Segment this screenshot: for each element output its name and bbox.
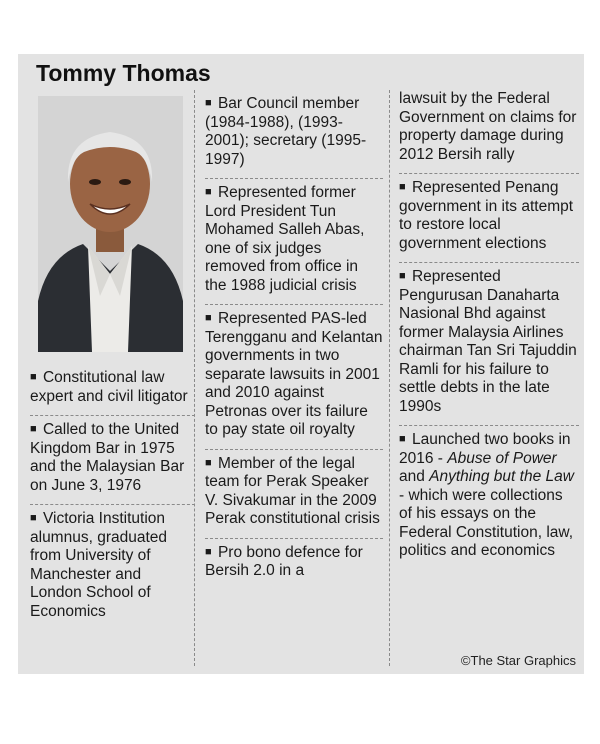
fact-item: ■ Victoria Institution alumnus, graduated from University of Manchester and London School of Economics: [30, 510, 168, 620]
column-1: [30, 364, 195, 630]
fact-item: ■ Represented Penang government in its attempt to restore local government elections: [399, 174, 579, 263]
bullet-icon: ■: [205, 545, 212, 558]
column-divider: [389, 90, 390, 666]
bullet-icon: ■: [399, 433, 406, 445]
bullet-icon: ■: [205, 186, 212, 198]
bullet-icon: ■: [30, 371, 37, 383]
fact-item-continued: lawsuit by the Federal Government on claims for property damage during 2012 Bersih rally: [399, 90, 579, 174]
column-3: [399, 90, 579, 570]
book-title: Abuse of Power: [447, 449, 557, 467]
bullet-icon: ■: [205, 97, 212, 109]
bullet-icon: ■: [399, 181, 406, 193]
fact-item: ■ Member of the legal team for Perak Speaker V. Sivakumar in the 2009 Perak constitutional crisis: [205, 450, 383, 539]
graphics-credit: ©The Star Graphics: [460, 653, 576, 668]
fact-item: ■ Constitutional law expert and civil litigator: [30, 364, 195, 416]
fact-item: ■ Launched two books in 2016 - Abuse of Power and Anything but the Law - which were collections of his essays on the Federal Constitution, law, politics and economics: [399, 431, 574, 559]
portrait-photo: [38, 96, 183, 352]
book-title: Anything but the Law: [429, 468, 574, 485]
bullet-icon: ■: [399, 270, 406, 282]
fact-item: ■ Called to the United Kingdom Bar in 1975 and the Malaysian Bar on June 3, 1976: [30, 416, 195, 505]
infobox: [18, 54, 584, 674]
fact-item: ■ Bar Council member (1984-1988), (1993-2001); secretary (1995-1997): [205, 90, 383, 179]
fact-item: ■ Pro bono defence for Bersih 2.0 in a: [205, 543, 363, 579]
bullet-icon: ■: [30, 423, 37, 435]
column-2: [205, 90, 383, 590]
infobox-title: Tommy Thomas: [36, 60, 211, 86]
bullet-icon: ■: [205, 312, 212, 324]
bullet-icon: ■: [205, 456, 212, 469]
fact-item: ■ Represented Pengurusan Danaharta Nasional Bhd against former Malaysia Airlines chairman Tan Sri Tajuddin Ramli for his failure to settle debts in the late 1990s: [399, 263, 579, 426]
fact-item: ■ Represented former Lord President Tun Mohamed Salleh Abas, one of six judges removed from office in the 1988 judicial crisis: [205, 179, 383, 305]
bullet-icon: ■: [30, 512, 37, 524]
fact-item: ■ Represented PAS-led Terengganu and Kelantan governments in two separate lawsuits in 2001 and 2010 against Petronas over its failure to pay state oil royalty: [205, 305, 383, 450]
portrait-illustration: [38, 96, 183, 352]
